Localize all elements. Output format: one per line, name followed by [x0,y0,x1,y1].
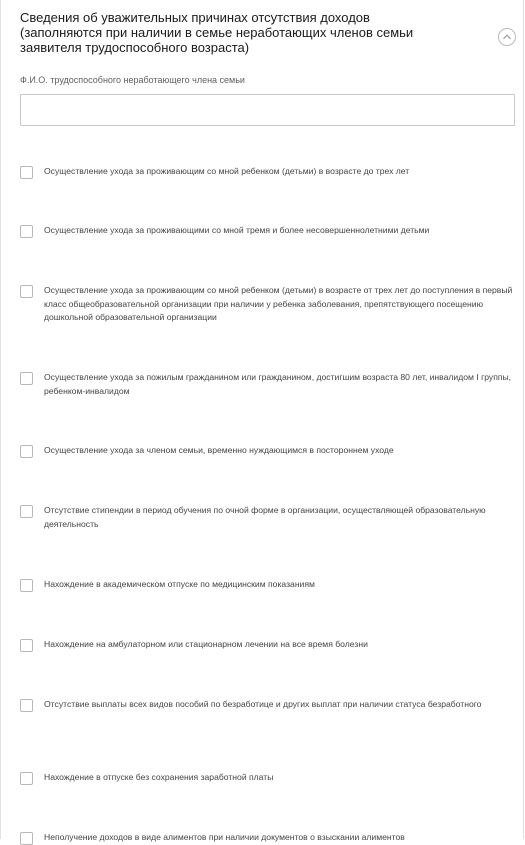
option-label: Осуществление ухода за проживающими со мной тремя и более несовершеннолетними детьми [44,225,430,235]
option-label: Отсутствие стипендии в период обучения по очной форме в организации, осуществляющей образовательную деятельность [44,505,486,529]
option-label: Нахождение в отпуске без сохранения заработной платы [44,772,274,782]
option-label: Отсутствие выплаты всех видов пособий по безработице и других выплат при наличии статуса безработного [44,699,482,709]
option-label: Осуществление ухода за проживающим со мной ребенком (детьми) в возрасте до трех лет [44,166,410,176]
fio-input[interactable] [20,94,515,126]
option-label: Осуществление ухода за членом семьи, временно нуждающимся в постороннем уходе [44,445,394,455]
option-checkbox[interactable] [20,285,33,298]
option-label: Нахождение в академическом отпуске по медицинским показаниям [44,579,315,589]
option-checkbox[interactable] [20,505,33,518]
option-checkbox[interactable] [20,225,33,238]
option-checkbox[interactable] [20,699,33,712]
option-checkbox[interactable] [20,166,33,179]
fio-label: Ф.И.О. трудоспособного неработающего члена семьи [20,75,245,85]
option-checkbox[interactable] [20,772,33,785]
option-label: Неполучение доходов в виде алиментов при наличии документов о взыскании алиментов [44,832,405,842]
option-label: Осуществление ухода за пожилым гражданином или гражданином, достигшим возраста 80 лет, инвалидом I группы, ребенком-инвалидом [44,372,512,396]
chevron-up-icon [502,32,512,42]
collapse-button[interactable] [498,28,516,46]
section-title: Сведения об уважительных причинах отсутствия доходов (заполняются при наличии в семье неработающих членов семьи заявителя трудоспособного возраста) [20,10,414,55]
option-checkbox[interactable] [20,579,33,592]
option-checkbox[interactable] [20,445,33,458]
option-label: Нахождение на амбулаторном или стационарном лечении на все время болезни [44,639,368,649]
option-label: Осуществление ухода за проживающим со мной ребенком (детьми) в возрасте от трех лет до поступления в первый класс общеобразовательной организации при наличии у ребенка заболевания, препятствующего посещению дошкольной образовательной организации [44,285,513,322]
option-checkbox[interactable] [20,639,33,652]
option-checkbox[interactable] [20,372,33,385]
